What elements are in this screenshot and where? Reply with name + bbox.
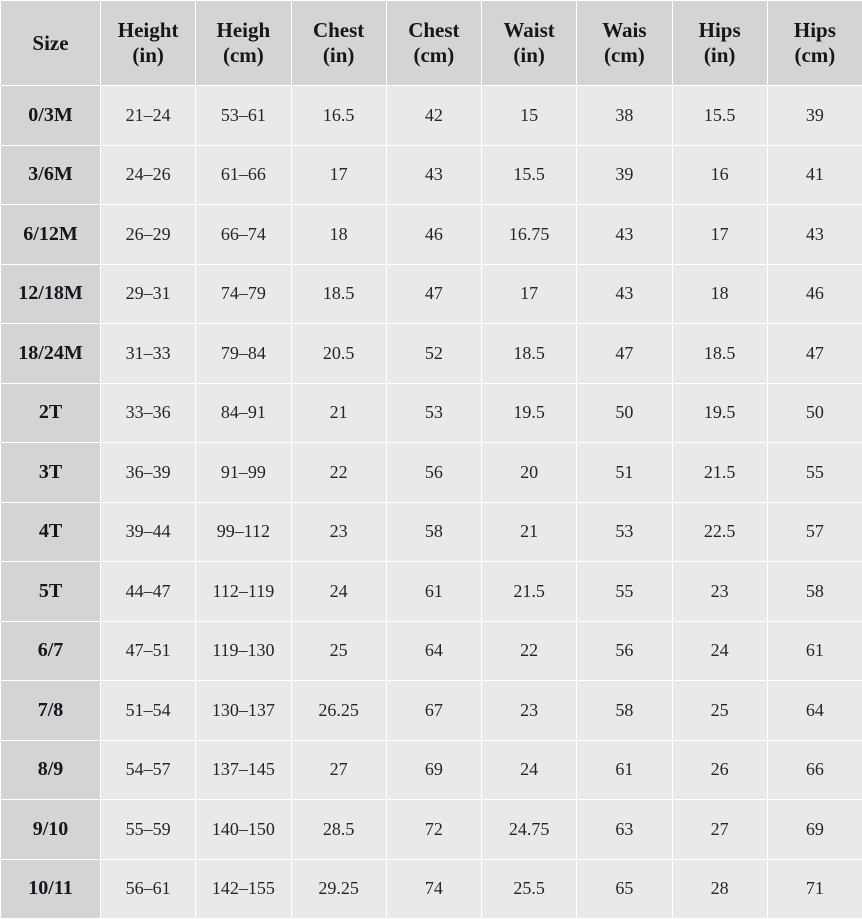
measurement-cell: 21.5: [482, 562, 577, 622]
column-header-2: [196, 1, 291, 86]
measurement-cell: 43: [577, 205, 672, 265]
measurement-cell: 39–44: [101, 502, 196, 562]
measurement-cell: 56: [386, 443, 481, 503]
measurement-cell: 33–36: [101, 383, 196, 443]
measurement-cell: 17: [291, 145, 386, 205]
size-label-cell: 12/18M: [1, 264, 101, 324]
measurement-cell: 58: [577, 681, 672, 741]
column-header-3: [291, 1, 386, 86]
column-header-unit: (cm): [768, 43, 862, 68]
measurement-cell: 130–137: [196, 681, 291, 741]
column-header-1: [101, 1, 196, 86]
measurement-cell: 43: [577, 264, 672, 324]
measurement-cell: 58: [386, 502, 481, 562]
measurement-cell: 23: [291, 502, 386, 562]
table-row: [1, 621, 862, 681]
table-body: [1, 86, 862, 919]
measurement-cell: 29.25: [291, 859, 386, 919]
measurement-cell: 66–74: [196, 205, 291, 265]
measurement-cell: 47–51: [101, 621, 196, 681]
table-header: [1, 1, 862, 86]
measurement-cell: 21.5: [672, 443, 767, 503]
measurement-cell: 43: [767, 205, 862, 265]
column-header-4: [386, 1, 481, 86]
measurement-cell: 55: [577, 562, 672, 622]
measurement-cell: 31–33: [101, 324, 196, 384]
measurement-cell: 21: [482, 502, 577, 562]
column-header-0: [1, 1, 101, 86]
column-header-unit: (cm): [387, 43, 481, 68]
measurement-cell: 99–112: [196, 502, 291, 562]
measurement-cell: 47: [577, 324, 672, 384]
measurement-cell: 58: [767, 562, 862, 622]
size-label-cell: 6/7: [1, 621, 101, 681]
table-row: [1, 383, 862, 443]
table-row: [1, 800, 862, 860]
measurement-cell: 36–39: [101, 443, 196, 503]
measurement-cell: 51–54: [101, 681, 196, 741]
measurement-cell: 22: [482, 621, 577, 681]
measurement-cell: 47: [767, 324, 862, 384]
measurement-cell: 55: [767, 443, 862, 503]
measurement-cell: 24: [482, 740, 577, 800]
measurement-cell: 46: [386, 205, 481, 265]
column-header-label: Size: [32, 31, 68, 55]
table-row: [1, 740, 862, 800]
size-label-cell: 9/10: [1, 800, 101, 860]
column-header-7: [672, 1, 767, 86]
measurement-cell: 21–24: [101, 86, 196, 146]
measurement-cell: 61: [577, 740, 672, 800]
table-row: [1, 859, 862, 919]
measurement-cell: 16.75: [482, 205, 577, 265]
measurement-cell: 43: [386, 145, 481, 205]
measurement-cell: 18: [291, 205, 386, 265]
table-row: [1, 502, 862, 562]
column-header-unit: (cm): [196, 43, 290, 68]
measurement-cell: 18: [672, 264, 767, 324]
measurement-cell: 15: [482, 86, 577, 146]
measurement-cell: 22: [291, 443, 386, 503]
measurement-cell: 22.5: [672, 502, 767, 562]
measurement-cell: 26.25: [291, 681, 386, 741]
size-label-cell: 6/12M: [1, 205, 101, 265]
header-row: [1, 1, 862, 86]
measurement-cell: 67: [386, 681, 481, 741]
measurement-cell: 61: [767, 621, 862, 681]
measurement-cell: 54–57: [101, 740, 196, 800]
column-header-label: Chest: [313, 18, 364, 42]
size-label-cell: 0/3M: [1, 86, 101, 146]
measurement-cell: 72: [386, 800, 481, 860]
size-label-cell: 10/11: [1, 859, 101, 919]
size-label-cell: 4T: [1, 502, 101, 562]
column-header-label: Chest: [408, 18, 459, 42]
measurement-cell: 53–61: [196, 86, 291, 146]
measurement-cell: 15.5: [672, 86, 767, 146]
measurement-cell: 16: [672, 145, 767, 205]
measurement-cell: 26–29: [101, 205, 196, 265]
table-row: [1, 145, 862, 205]
measurement-cell: 112–119: [196, 562, 291, 622]
measurement-cell: 55–59: [101, 800, 196, 860]
measurement-cell: 39: [767, 86, 862, 146]
measurement-cell: 21: [291, 383, 386, 443]
table-row: [1, 324, 862, 384]
column-header-label: Heigh: [217, 18, 271, 42]
measurement-cell: 18.5: [482, 324, 577, 384]
measurement-cell: 17: [482, 264, 577, 324]
measurement-cell: 18.5: [672, 324, 767, 384]
column-header-label: Hips: [699, 18, 741, 42]
table-row: [1, 562, 862, 622]
measurement-cell: 142–155: [196, 859, 291, 919]
measurement-cell: 25: [291, 621, 386, 681]
measurement-cell: 79–84: [196, 324, 291, 384]
column-header-unit: (cm): [577, 43, 671, 68]
size-label-cell: 8/9: [1, 740, 101, 800]
measurement-cell: 24–26: [101, 145, 196, 205]
measurement-cell: 61–66: [196, 145, 291, 205]
measurement-cell: 64: [767, 681, 862, 741]
measurement-cell: 65: [577, 859, 672, 919]
measurement-cell: 24.75: [482, 800, 577, 860]
measurement-cell: 41: [767, 145, 862, 205]
column-header-label: Waist: [503, 18, 554, 42]
measurement-cell: 56–61: [101, 859, 196, 919]
measurement-cell: 64: [386, 621, 481, 681]
measurement-cell: 27: [291, 740, 386, 800]
measurement-cell: 24: [672, 621, 767, 681]
measurement-cell: 24: [291, 562, 386, 622]
column-header-unit: (in): [482, 43, 576, 68]
measurement-cell: 39: [577, 145, 672, 205]
measurement-cell: 140–150: [196, 800, 291, 860]
size-label-cell: 7/8: [1, 681, 101, 741]
measurement-cell: 46: [767, 264, 862, 324]
column-header-label: Height: [118, 18, 179, 42]
measurement-cell: 26: [672, 740, 767, 800]
measurement-cell: 25.5: [482, 859, 577, 919]
measurement-cell: 91–99: [196, 443, 291, 503]
measurement-cell: 51: [577, 443, 672, 503]
measurement-cell: 63: [577, 800, 672, 860]
measurement-cell: 29–31: [101, 264, 196, 324]
measurement-cell: 47: [386, 264, 481, 324]
table-row: [1, 205, 862, 265]
measurement-cell: 28.5: [291, 800, 386, 860]
column-header-unit: (in): [101, 43, 195, 68]
measurement-cell: 57: [767, 502, 862, 562]
measurement-cell: 69: [767, 800, 862, 860]
column-header-unit: (in): [673, 43, 767, 68]
measurement-cell: 137–145: [196, 740, 291, 800]
measurement-cell: 20.5: [291, 324, 386, 384]
measurement-cell: 20: [482, 443, 577, 503]
measurement-cell: 23: [672, 562, 767, 622]
size-label-cell: 3T: [1, 443, 101, 503]
measurement-cell: 61: [386, 562, 481, 622]
measurement-cell: 44–47: [101, 562, 196, 622]
column-header-5: [482, 1, 577, 86]
table-row: [1, 443, 862, 503]
measurement-cell: 15.5: [482, 145, 577, 205]
measurement-cell: 16.5: [291, 86, 386, 146]
measurement-cell: 53: [577, 502, 672, 562]
column-header-label: Hips: [794, 18, 836, 42]
measurement-cell: 56: [577, 621, 672, 681]
measurement-cell: 17: [672, 205, 767, 265]
measurement-cell: 19.5: [482, 383, 577, 443]
measurement-cell: 71: [767, 859, 862, 919]
measurement-cell: 42: [386, 86, 481, 146]
measurement-cell: 69: [386, 740, 481, 800]
measurement-cell: 28: [672, 859, 767, 919]
measurement-cell: 53: [386, 383, 481, 443]
measurement-cell: 27: [672, 800, 767, 860]
measurement-cell: 19.5: [672, 383, 767, 443]
measurement-cell: 38: [577, 86, 672, 146]
size-label-cell: 5T: [1, 562, 101, 622]
measurement-cell: 23: [482, 681, 577, 741]
measurement-cell: 18.5: [291, 264, 386, 324]
table-row: [1, 264, 862, 324]
size-label-cell: 18/24M: [1, 324, 101, 384]
column-header-unit: (in): [292, 43, 386, 68]
size-label-cell: 3/6M: [1, 145, 101, 205]
measurement-cell: 119–130: [196, 621, 291, 681]
measurement-cell: 84–91: [196, 383, 291, 443]
column-header-6: [577, 1, 672, 86]
table-row: [1, 681, 862, 741]
measurement-cell: 52: [386, 324, 481, 384]
measurement-cell: 74–79: [196, 264, 291, 324]
column-header-8: [767, 1, 862, 86]
table-row: [1, 86, 862, 146]
measurement-cell: 25: [672, 681, 767, 741]
measurement-cell: 74: [386, 859, 481, 919]
column-header-label: Wais: [602, 18, 646, 42]
measurement-cell: 66: [767, 740, 862, 800]
size-label-cell: 2T: [1, 383, 101, 443]
measurement-cell: 50: [767, 383, 862, 443]
measurement-cell: 50: [577, 383, 672, 443]
